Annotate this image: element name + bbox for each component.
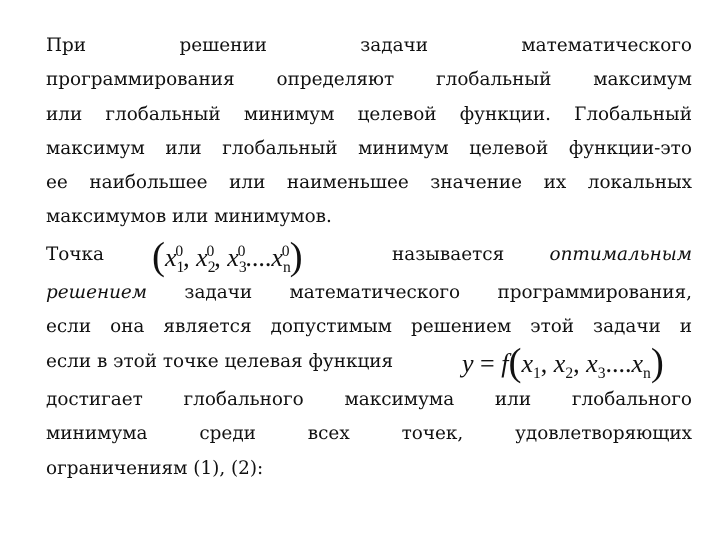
word: наибольшее — [89, 172, 208, 193]
word: локальных — [587, 172, 692, 193]
word: и — [679, 316, 692, 337]
word: точек, — [401, 423, 464, 444]
word: задачи — [360, 35, 428, 56]
word: задачи — [184, 282, 253, 303]
word: ее — [46, 172, 68, 193]
word: программирования, — [497, 282, 692, 303]
word: целевой — [357, 104, 437, 125]
word: математического — [521, 35, 692, 56]
word: задачи — [593, 316, 661, 337]
word: минимума — [46, 423, 148, 444]
word: максимум — [593, 69, 692, 90]
word: Глобальный — [574, 104, 692, 125]
formula-objective-function: $y = f(x_1$, $x_2$, $x_3....x_n$) — [462, 341, 664, 384]
word: определяют — [276, 69, 395, 90]
word: функции-это — [568, 138, 692, 159]
formula-optimal-point: ($x_1^0$, $x_2^0$, $x_3^0....x_n^0$) — [152, 235, 303, 278]
word: если — [46, 316, 92, 337]
word: решением — [410, 316, 512, 337]
word: наименьшее — [286, 172, 409, 193]
word: всех — [307, 423, 350, 444]
word: или — [494, 389, 532, 410]
word: среди — [199, 423, 256, 444]
word: называется — [392, 244, 505, 265]
text-line: если в этой точке целевая функция — [46, 351, 394, 372]
text-line — [46, 34, 692, 58]
italic-term: оптимальным — [549, 244, 692, 265]
word: достигает — [46, 389, 143, 410]
text-line — [46, 422, 692, 446]
text-line: максимумов или минимумов. — [46, 206, 332, 227]
word: является — [163, 316, 252, 337]
word: При — [46, 35, 87, 56]
word: этой — [530, 316, 575, 337]
italic-term: решением — [46, 282, 148, 303]
word: удовлетворяющих — [515, 423, 692, 444]
word: глобального — [183, 389, 304, 410]
text-line: ограничениям (1), (2): — [46, 458, 264, 479]
word: глобальный — [105, 104, 221, 125]
word: максимума — [344, 389, 455, 410]
text-line — [46, 171, 692, 195]
text-line — [46, 137, 692, 161]
text-line — [46, 281, 692, 305]
text-line — [46, 103, 692, 127]
text-line — [46, 388, 692, 412]
word: или — [165, 138, 202, 159]
word: их — [543, 172, 567, 193]
word: глобальный — [436, 69, 552, 90]
word: глобального — [571, 389, 692, 410]
word: или — [46, 104, 83, 125]
text-line-with-formula — [46, 243, 692, 267]
word: решении — [179, 35, 267, 56]
text-line — [46, 315, 692, 339]
word: математического — [289, 282, 461, 303]
word: или — [229, 172, 266, 193]
word: минимум — [358, 138, 449, 159]
word: функции. — [459, 104, 551, 125]
word: программирования — [46, 69, 235, 90]
word: глобальный — [222, 138, 338, 159]
word: значение — [430, 172, 522, 193]
word: максимум — [46, 138, 145, 159]
word: Точка — [46, 244, 104, 265]
word: целевой — [469, 138, 549, 159]
word: допустимым — [270, 316, 392, 337]
word: она — [110, 316, 145, 337]
text-line — [46, 68, 692, 92]
word: минимум — [243, 104, 335, 125]
